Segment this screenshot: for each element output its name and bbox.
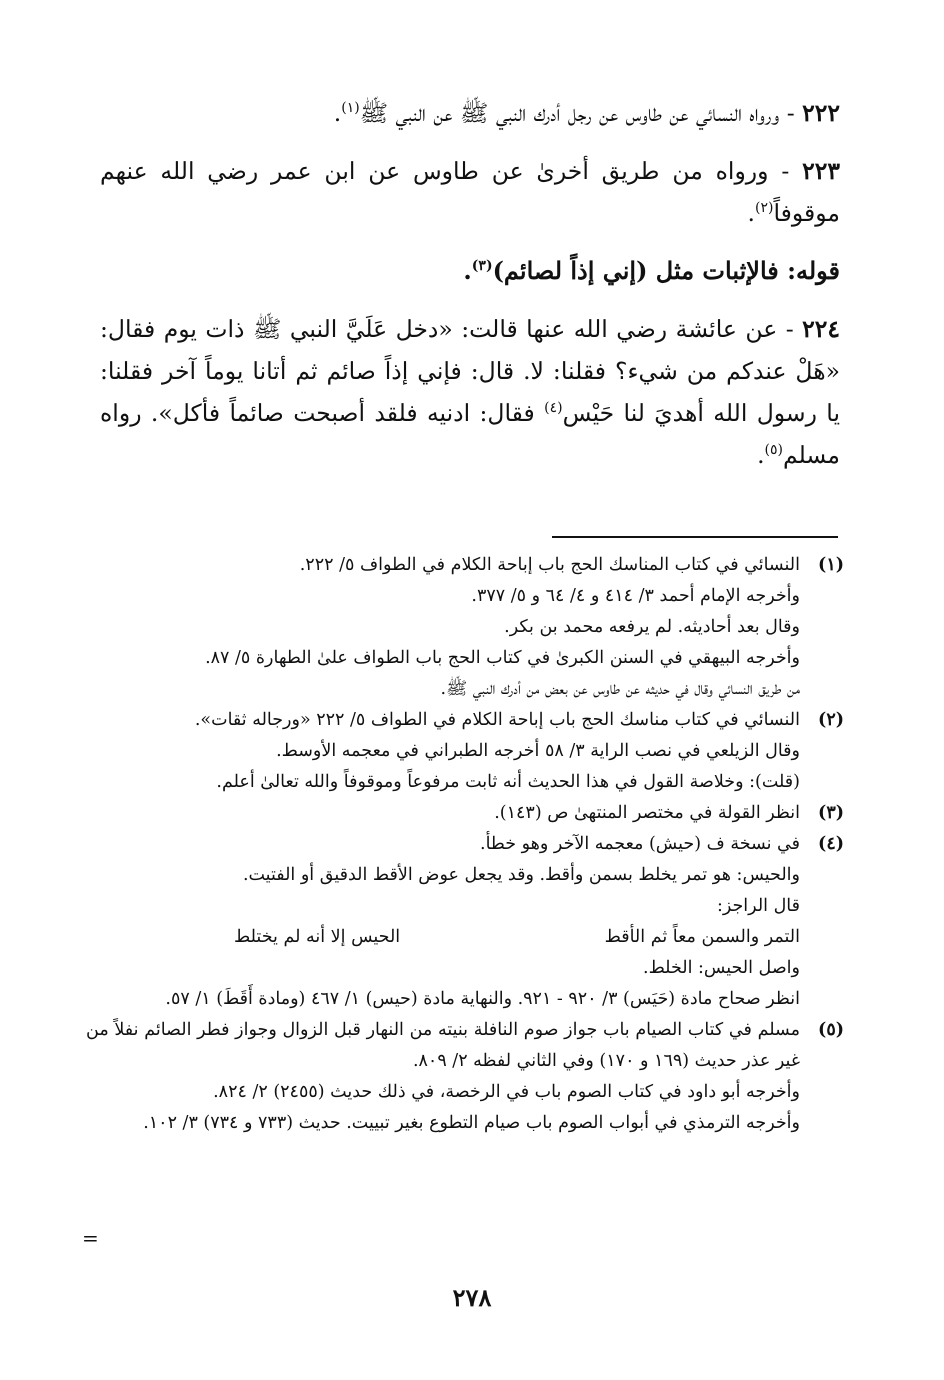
footnote-ref: (٣) xyxy=(471,258,493,274)
footnote-ref: (٢) xyxy=(755,200,774,217)
footnote-line: النسائي في كتاب المناسك الحج باب إباحة الكلام في الطواف ٥/ ٢٢٢. xyxy=(299,555,800,575)
hadith-number: ٢٢٢ xyxy=(802,99,840,127)
punctuation: . xyxy=(333,99,342,127)
footnote-line: مسلم في كتاب الصيام باب جواز صوم النافلة بنيته من النهار قبل الزوال وجواز فطر الصائم نفلاً من غير عذر حديث (١٦٩ و ١٧٠) وفي الثاني لفظه ٢/ ٨٠٩. xyxy=(86,1020,800,1071)
hadith-222 xyxy=(100,92,840,134)
footnote-number: (٢) xyxy=(818,710,844,730)
footnote-2 xyxy=(86,705,844,798)
footnote-line: وأخرجه البيهقي في السنن الكبرىٰ في كتاب الحج باب الطواف علىٰ الطهارة ٥/ ٨٧. xyxy=(205,648,800,668)
footnote-4 xyxy=(86,829,844,1015)
footnote-line: وقال الزيلعي في نصب الراية ٣/ ٥٨ أخرجه الطبراني في معجمه الأوسط. xyxy=(276,741,800,761)
punctuation: . xyxy=(747,199,756,227)
section-heading xyxy=(100,250,840,292)
footnote-line: وأخرجه أبو داود في كتاب الصوم باب في الرخصة، في ذلك حديث (٢٤٥٥) ٢/ ٨٢٤. xyxy=(213,1082,800,1102)
hadith-number: ٢٢٣ xyxy=(802,157,840,185)
footnote-divider xyxy=(552,536,838,538)
hadith-text: فقال: ادنيه فلقد أصبحت صائماً فأكل». رواه مسلم xyxy=(100,399,840,469)
continuation-mark: = xyxy=(82,1226,99,1250)
footnote-number: (١) xyxy=(818,555,844,575)
footnote-line: انظر القولة في مختصر المنتهىٰ ص (١٤٣). xyxy=(494,803,800,823)
poetry-verse xyxy=(86,922,800,953)
footnote-line: في نسخة ف (حيش) معجمه الآخر وهو خطأ. xyxy=(480,834,800,854)
hadith-text: - ورواه النسائي عن طاوس عن رجل أدرك النبي ﷺ عن النبي ﷺ xyxy=(359,99,795,127)
footnote-line: انظر صحاح مادة (حَيَس) ٣/ ٩٢٠ - ٩٢١. والنهاية مادة (حيس) ١/ ٤٦٧ (ومادة أَقَطَ) ١/ ٥٧. xyxy=(165,989,800,1009)
hadith-text: - عن عائشة رضي الله عنها قالت: «دخل عَلَيَّ النبي ﷺ ذات يوم فقال: «هَلْ عندكم من شيء؟ فقلنا: لا. قال: فإني إذاً صائم ثم أتانا يوماً آخر فقلنا: يا رسول الله أهديَ لنا حَيْس xyxy=(100,315,840,427)
footnote-number: (٣) xyxy=(818,803,844,823)
footnote-1 xyxy=(86,550,844,705)
footnote-ref: (١) xyxy=(341,100,360,117)
footnote-line: من طريق النسائي وقال في حديثه عن طاوس عن بعض من أدرك النبي ﷺ. xyxy=(440,679,800,699)
footnote-number: (٤) xyxy=(818,834,844,854)
footnotes xyxy=(86,550,844,1139)
footnote-line: وأخرجه الإمام أحمد ٣/ ٤١٤ و ٤/ ٦٤ و ٥/ ٣٧٧. xyxy=(471,586,800,606)
footnote-ref: (٤) xyxy=(544,400,563,417)
footnote-line: قال الراجز: xyxy=(716,896,800,916)
footnote-line: واصل الحيس: الخلط. xyxy=(643,958,800,978)
hadith-text: - ورواه من طريق أخرىٰ عن طاوس عن ابن عمر رضي الله عنهم موقوفاً xyxy=(100,157,840,227)
footnote-line: وقال بعد أحاديثه. لم يرفعه محمد بن بكر. xyxy=(504,617,800,637)
verse-first-hemistich: التمر والسمن معاً ثم الأقط xyxy=(604,927,800,947)
footnote-ref: (٥) xyxy=(764,442,784,459)
footnote-line: وأخرجه الترمذي في أبواب الصوم باب صيام التطوع بغير تبييت. حديث (٧٣٣ و ٧٣٤) ٣/ ١٠٢. xyxy=(143,1113,800,1133)
footnote-3 xyxy=(86,798,844,829)
hadith-223 xyxy=(100,150,840,234)
page-number: ٢٧٨ xyxy=(452,1283,492,1312)
footnote-5 xyxy=(86,1015,844,1139)
hadith-224 xyxy=(100,308,840,476)
verse-second-hemistich: الحيس إلا أنه لم يختلط xyxy=(234,927,401,947)
footnote-line: والحيس: هو تمر يخلط بسمن وأقط. وقد يجعل عوض الأقط الدقيق أو الفتيت. xyxy=(242,865,800,885)
footnote-line: (قلت): وخلاصة القول في هذا الحديث أنه ثابت مرفوعاً وموقوفاً والله تعالىٰ أعلم. xyxy=(216,772,800,792)
main-text xyxy=(100,92,840,484)
heading-text: قوله: فالإثبات مثل (إني إذاً لصائم) xyxy=(492,256,840,285)
hadith-number: ٢٢٤ xyxy=(802,315,840,343)
punctuation: . xyxy=(463,256,472,285)
footnote-number: (٥) xyxy=(818,1020,844,1040)
punctuation: . xyxy=(757,441,765,469)
footnote-line: النسائي في كتاب مناسك الحج باب إباحة الكلام في الطواف ٥/ ٢٢٢ «ورجاله ثقات». xyxy=(194,710,800,730)
